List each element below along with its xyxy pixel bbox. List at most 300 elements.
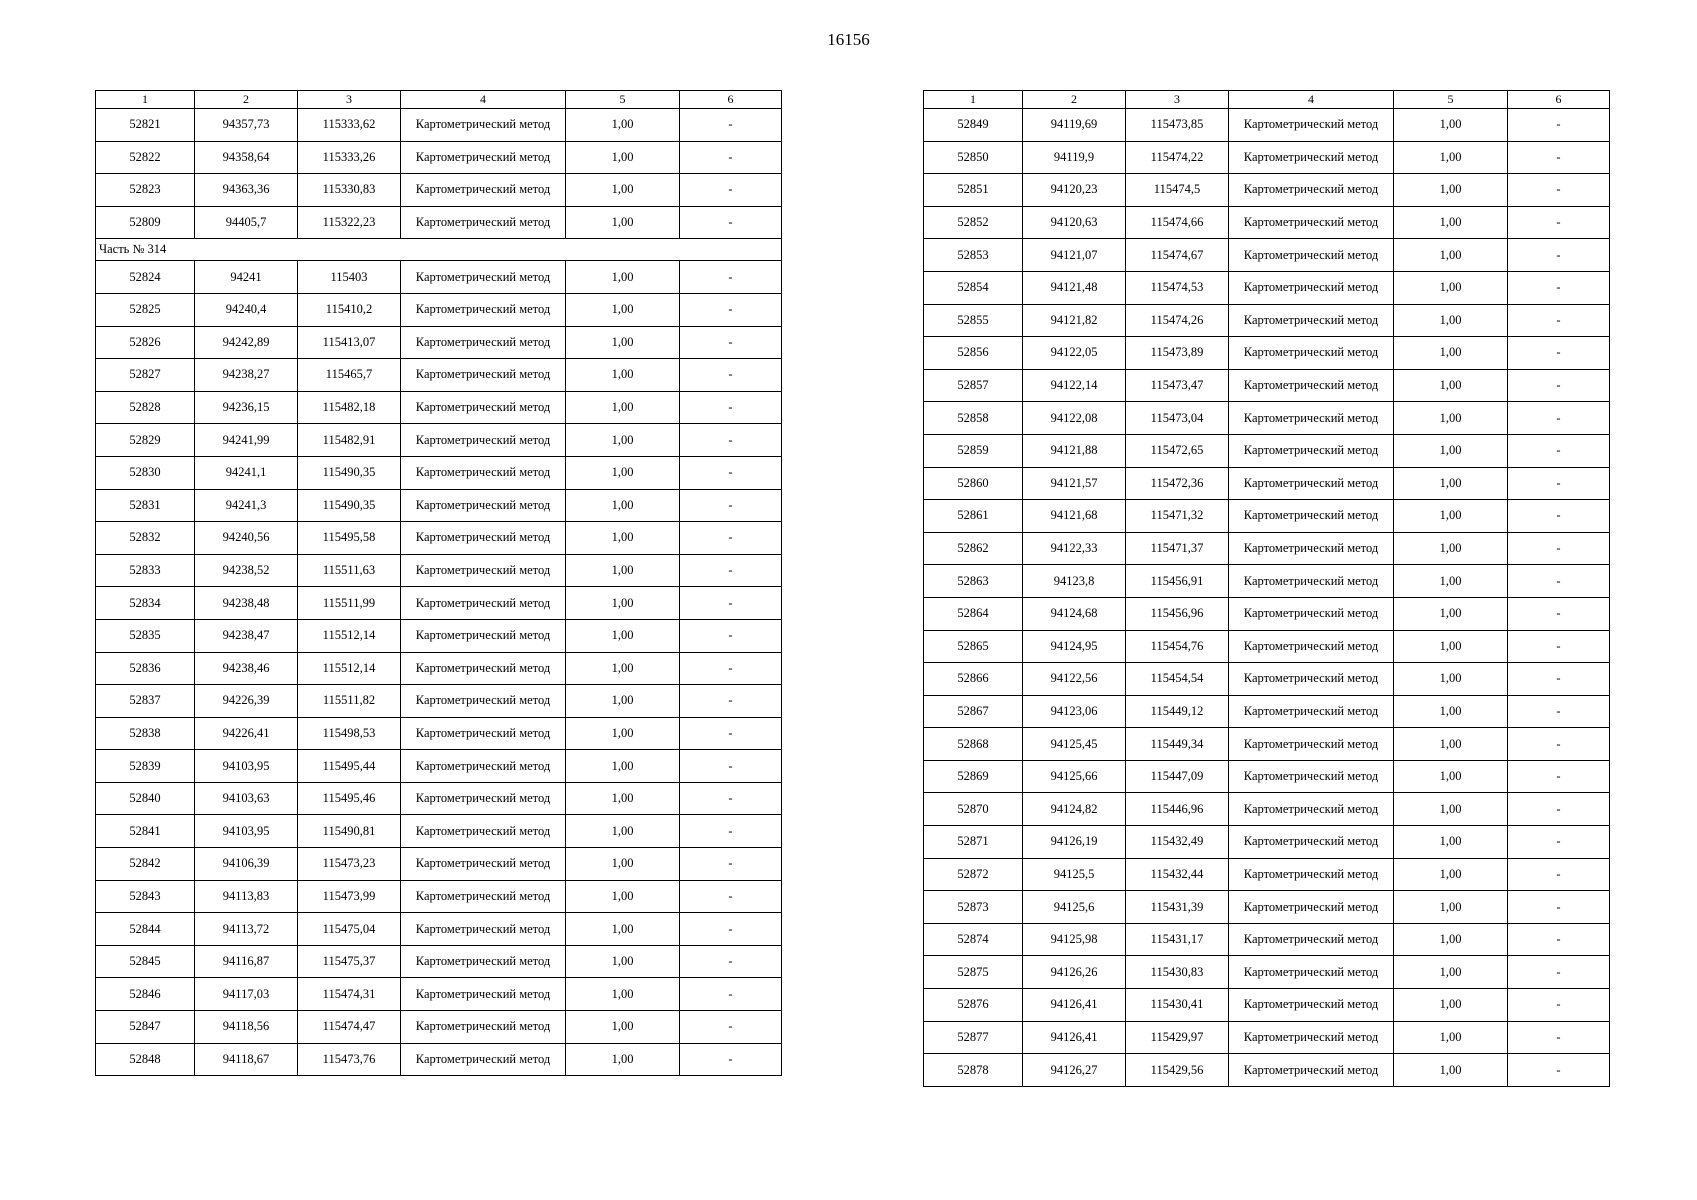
x-coordinate-cell: 94125,5 — [1023, 858, 1126, 891]
method-cell: Картометрический метод — [401, 652, 566, 685]
y-coordinate-cell: 115330,83 — [298, 174, 401, 207]
method-cell: Картометрический метод — [1229, 500, 1394, 533]
accuracy-cell: 1,00 — [566, 782, 680, 815]
table-row — [96, 391, 782, 424]
point-number-cell: 52809 — [96, 206, 195, 239]
accuracy-cell: 1,00 — [566, 141, 680, 174]
accuracy-cell: 1,00 — [1394, 304, 1508, 337]
table-row — [924, 1054, 1610, 1087]
accuracy-cell: 1,00 — [566, 326, 680, 359]
y-coordinate-cell: 115490,35 — [298, 489, 401, 522]
table-row — [924, 630, 1610, 663]
accuracy-cell: 1,00 — [1394, 793, 1508, 826]
x-coordinate-cell: 94117,03 — [195, 978, 298, 1011]
table-row — [924, 826, 1610, 859]
section-label: Часть № 314 — [96, 239, 782, 261]
coordinates-table-right — [923, 90, 1610, 1087]
x-coordinate-cell: 94125,6 — [1023, 891, 1126, 924]
point-number-cell: 52866 — [924, 663, 1023, 696]
point-number-cell: 52853 — [924, 239, 1023, 272]
x-coordinate-cell: 94120,23 — [1023, 174, 1126, 207]
method-cell: Картометрический метод — [1229, 271, 1394, 304]
header-row — [924, 91, 1610, 109]
table-row — [96, 815, 782, 848]
x-coordinate-cell: 94118,56 — [195, 1011, 298, 1044]
description-cell: - — [680, 978, 782, 1011]
accuracy-cell: 1,00 — [566, 913, 680, 946]
table-row — [924, 369, 1610, 402]
table-row — [96, 880, 782, 913]
point-number-cell: 52822 — [96, 141, 195, 174]
accuracy-cell: 1,00 — [1394, 434, 1508, 467]
accuracy-cell: 1,00 — [1394, 760, 1508, 793]
method-cell: Картометрический метод — [1229, 695, 1394, 728]
table-row — [924, 565, 1610, 598]
accuracy-cell: 1,00 — [1394, 271, 1508, 304]
accuracy-cell: 1,00 — [1394, 891, 1508, 924]
method-cell: Картометрический метод — [401, 424, 566, 457]
x-coordinate-cell: 94120,63 — [1023, 206, 1126, 239]
table-row — [924, 760, 1610, 793]
column-header: 3 — [1126, 91, 1229, 109]
y-coordinate-cell: 115449,12 — [1126, 695, 1229, 728]
table-row — [924, 989, 1610, 1022]
accuracy-cell: 1,00 — [1394, 597, 1508, 630]
table-row — [924, 109, 1610, 142]
accuracy-cell: 1,00 — [566, 489, 680, 522]
accuracy-cell: 1,00 — [566, 717, 680, 750]
x-coordinate-cell: 94238,46 — [195, 652, 298, 685]
description-cell: - — [1508, 565, 1610, 598]
y-coordinate-cell: 115465,7 — [298, 359, 401, 392]
x-coordinate-cell: 94241,3 — [195, 489, 298, 522]
accuracy-cell: 1,00 — [566, 456, 680, 489]
method-cell: Картометрический метод — [1229, 597, 1394, 630]
description-cell: - — [1508, 206, 1610, 239]
column-header: 5 — [1394, 91, 1508, 109]
description-cell: - — [1508, 793, 1610, 826]
method-cell: Картометрический метод — [1229, 728, 1394, 761]
method-cell: Картометрический метод — [401, 1011, 566, 1044]
table-row — [96, 913, 782, 946]
y-coordinate-cell: 115473,85 — [1126, 109, 1229, 142]
x-coordinate-cell: 94121,88 — [1023, 434, 1126, 467]
accuracy-cell: 1,00 — [566, 109, 680, 142]
y-coordinate-cell: 115482,91 — [298, 424, 401, 457]
method-cell: Картометрический метод — [1229, 858, 1394, 891]
description-cell: - — [680, 391, 782, 424]
y-coordinate-cell: 115430,83 — [1126, 956, 1229, 989]
x-coordinate-cell: 94103,63 — [195, 782, 298, 815]
method-cell: Картометрический метод — [1229, 923, 1394, 956]
accuracy-cell: 1,00 — [1394, 109, 1508, 142]
description-cell: - — [680, 554, 782, 587]
point-number-cell: 52858 — [924, 402, 1023, 435]
table-row — [96, 359, 782, 392]
table-row — [96, 489, 782, 522]
description-cell: - — [1508, 695, 1610, 728]
y-coordinate-cell: 115490,35 — [298, 456, 401, 489]
table-row — [96, 206, 782, 239]
table-row — [924, 1021, 1610, 1054]
point-number-cell: 52874 — [924, 923, 1023, 956]
y-coordinate-cell: 115474,31 — [298, 978, 401, 1011]
x-coordinate-cell: 94122,05 — [1023, 337, 1126, 370]
description-cell: - — [1508, 923, 1610, 956]
point-number-cell: 52825 — [96, 293, 195, 326]
description-cell: - — [680, 815, 782, 848]
description-cell: - — [1508, 239, 1610, 272]
method-cell: Картометрический метод — [401, 293, 566, 326]
method-cell: Картометрический метод — [401, 456, 566, 489]
accuracy-cell: 1,00 — [566, 815, 680, 848]
method-cell: Картометрический метод — [401, 1043, 566, 1076]
accuracy-cell: 1,00 — [1394, 369, 1508, 402]
description-cell: - — [1508, 1054, 1610, 1087]
y-coordinate-cell: 115473,23 — [298, 848, 401, 881]
accuracy-cell: 1,00 — [566, 652, 680, 685]
description-cell: - — [680, 141, 782, 174]
point-number-cell: 52833 — [96, 554, 195, 587]
accuracy-cell: 1,00 — [1394, 206, 1508, 239]
description-cell: - — [680, 261, 782, 294]
y-coordinate-cell: 115447,09 — [1126, 760, 1229, 793]
table-row — [924, 891, 1610, 924]
y-coordinate-cell: 115410,2 — [298, 293, 401, 326]
x-coordinate-cell: 94126,26 — [1023, 956, 1126, 989]
x-coordinate-cell: 94126,19 — [1023, 826, 1126, 859]
method-cell: Картометрический метод — [401, 326, 566, 359]
method-cell: Картометрический метод — [401, 685, 566, 718]
method-cell: Картометрический метод — [1229, 989, 1394, 1022]
accuracy-cell: 1,00 — [1394, 1021, 1508, 1054]
table-row — [96, 554, 782, 587]
y-coordinate-cell: 115498,53 — [298, 717, 401, 750]
method-cell: Картометрический метод — [1229, 467, 1394, 500]
table-row — [924, 271, 1610, 304]
accuracy-cell: 1,00 — [566, 978, 680, 1011]
method-cell: Картометрический метод — [401, 945, 566, 978]
point-number-cell: 52829 — [96, 424, 195, 457]
description-cell: - — [680, 652, 782, 685]
point-number-cell: 52841 — [96, 815, 195, 848]
column-header: 6 — [1508, 91, 1610, 109]
point-number-cell: 52844 — [96, 913, 195, 946]
point-number-cell: 52860 — [924, 467, 1023, 500]
table-row — [96, 1011, 782, 1044]
accuracy-cell: 1,00 — [566, 391, 680, 424]
y-coordinate-cell: 115333,62 — [298, 109, 401, 142]
description-cell: - — [1508, 109, 1610, 142]
table-row — [96, 945, 782, 978]
table-row — [924, 402, 1610, 435]
column-header: 5 — [566, 91, 680, 109]
method-cell: Картометрический метод — [401, 522, 566, 555]
y-coordinate-cell: 115474,66 — [1126, 206, 1229, 239]
method-cell: Картометрический метод — [401, 848, 566, 881]
method-cell: Картометрический метод — [1229, 1054, 1394, 1087]
method-cell: Картометрический метод — [1229, 565, 1394, 598]
point-number-cell: 52849 — [924, 109, 1023, 142]
description-cell: - — [1508, 663, 1610, 696]
description-cell: - — [1508, 891, 1610, 924]
y-coordinate-cell: 115456,91 — [1126, 565, 1229, 598]
y-coordinate-cell: 115473,04 — [1126, 402, 1229, 435]
table-row — [924, 532, 1610, 565]
accuracy-cell: 1,00 — [1394, 695, 1508, 728]
table-row — [96, 782, 782, 815]
accuracy-cell: 1,00 — [566, 554, 680, 587]
table-row — [924, 337, 1610, 370]
x-coordinate-cell: 94240,56 — [195, 522, 298, 555]
table-row — [96, 1043, 782, 1076]
point-number-cell: 52878 — [924, 1054, 1023, 1087]
x-coordinate-cell: 94116,87 — [195, 945, 298, 978]
method-cell: Картометрический метод — [401, 815, 566, 848]
method-cell: Картометрический метод — [1229, 402, 1394, 435]
method-cell: Картометрический метод — [1229, 369, 1394, 402]
x-coordinate-cell: 94123,06 — [1023, 695, 1126, 728]
method-cell: Картометрический метод — [1229, 663, 1394, 696]
x-coordinate-cell: 94241 — [195, 261, 298, 294]
accuracy-cell: 1,00 — [1394, 532, 1508, 565]
accuracy-cell: 1,00 — [566, 293, 680, 326]
description-cell: - — [1508, 500, 1610, 533]
table-row — [924, 434, 1610, 467]
point-number-cell: 52843 — [96, 880, 195, 913]
accuracy-cell: 1,00 — [566, 750, 680, 783]
x-coordinate-cell: 94240,4 — [195, 293, 298, 326]
x-coordinate-cell: 94358,64 — [195, 141, 298, 174]
y-coordinate-cell: 115472,36 — [1126, 467, 1229, 500]
description-cell: - — [1508, 956, 1610, 989]
method-cell: Картометрический метод — [401, 717, 566, 750]
x-coordinate-cell: 94126,27 — [1023, 1054, 1126, 1087]
section-row — [96, 239, 782, 261]
accuracy-cell: 1,00 — [1394, 1054, 1508, 1087]
description-cell: - — [680, 685, 782, 718]
table-row — [96, 456, 782, 489]
method-cell: Картометрический метод — [1229, 239, 1394, 272]
point-number-cell: 52850 — [924, 141, 1023, 174]
point-number-cell: 52869 — [924, 760, 1023, 793]
y-coordinate-cell: 115446,96 — [1126, 793, 1229, 826]
accuracy-cell: 1,00 — [1394, 239, 1508, 272]
x-coordinate-cell: 94121,82 — [1023, 304, 1126, 337]
point-number-cell: 52848 — [96, 1043, 195, 1076]
x-coordinate-cell: 94103,95 — [195, 750, 298, 783]
method-cell: Картометрический метод — [1229, 141, 1394, 174]
page-number: 16156 — [827, 30, 870, 49]
accuracy-cell: 1,00 — [566, 848, 680, 881]
accuracy-cell: 1,00 — [1394, 467, 1508, 500]
method-cell: Картометрический метод — [401, 587, 566, 620]
x-coordinate-cell: 94242,89 — [195, 326, 298, 359]
point-number-cell: 52821 — [96, 109, 195, 142]
table-row — [96, 848, 782, 881]
y-coordinate-cell: 115511,82 — [298, 685, 401, 718]
accuracy-cell: 1,00 — [1394, 858, 1508, 891]
y-coordinate-cell: 115474,67 — [1126, 239, 1229, 272]
table-row — [96, 261, 782, 294]
x-coordinate-cell: 94122,56 — [1023, 663, 1126, 696]
table-row — [96, 522, 782, 555]
x-coordinate-cell: 94121,48 — [1023, 271, 1126, 304]
table-row — [96, 619, 782, 652]
table-row — [96, 141, 782, 174]
point-number-cell: 52868 — [924, 728, 1023, 761]
x-coordinate-cell: 94241,1 — [195, 456, 298, 489]
y-coordinate-cell: 115495,44 — [298, 750, 401, 783]
x-coordinate-cell: 94121,07 — [1023, 239, 1126, 272]
y-coordinate-cell: 115471,37 — [1126, 532, 1229, 565]
point-number-cell: 52835 — [96, 619, 195, 652]
table-row — [96, 174, 782, 207]
y-coordinate-cell: 115432,44 — [1126, 858, 1229, 891]
point-number-cell: 52832 — [96, 522, 195, 555]
description-cell: - — [680, 109, 782, 142]
description-cell: - — [680, 293, 782, 326]
method-cell: Картометрический метод — [401, 619, 566, 652]
table-row — [924, 695, 1610, 728]
x-coordinate-cell: 94241,99 — [195, 424, 298, 457]
point-number-cell: 52862 — [924, 532, 1023, 565]
description-cell: - — [680, 206, 782, 239]
accuracy-cell: 1,00 — [566, 587, 680, 620]
x-coordinate-cell: 94122,14 — [1023, 369, 1126, 402]
method-cell: Картометрический метод — [1229, 304, 1394, 337]
table-row — [96, 652, 782, 685]
x-coordinate-cell: 94126,41 — [1023, 1021, 1126, 1054]
x-coordinate-cell: 94124,82 — [1023, 793, 1126, 826]
description-cell: - — [680, 782, 782, 815]
column-header: 6 — [680, 91, 782, 109]
point-number-cell: 52856 — [924, 337, 1023, 370]
y-coordinate-cell: 115473,99 — [298, 880, 401, 913]
x-coordinate-cell: 94123,8 — [1023, 565, 1126, 598]
point-number-cell: 52854 — [924, 271, 1023, 304]
accuracy-cell: 1,00 — [566, 1043, 680, 1076]
point-number-cell: 52830 — [96, 456, 195, 489]
y-coordinate-cell: 115512,14 — [298, 652, 401, 685]
x-coordinate-cell: 94122,08 — [1023, 402, 1126, 435]
table-row — [924, 500, 1610, 533]
accuracy-cell: 1,00 — [566, 206, 680, 239]
column-header: 4 — [1229, 91, 1394, 109]
table-row — [924, 206, 1610, 239]
table-row — [924, 174, 1610, 207]
description-cell: - — [680, 424, 782, 457]
description-cell: - — [1508, 304, 1610, 337]
table-row — [96, 685, 782, 718]
coordinates-table-left — [95, 90, 782, 1076]
x-coordinate-cell: 94236,15 — [195, 391, 298, 424]
description-cell: - — [1508, 760, 1610, 793]
column-header: 2 — [195, 91, 298, 109]
description-cell: - — [680, 619, 782, 652]
method-cell: Картометрический метод — [401, 554, 566, 587]
method-cell: Картометрический метод — [1229, 793, 1394, 826]
method-cell: Картометрический метод — [401, 913, 566, 946]
y-coordinate-cell: 115473,89 — [1126, 337, 1229, 370]
method-cell: Картометрический метод — [1229, 956, 1394, 989]
x-coordinate-cell: 94405,7 — [195, 206, 298, 239]
point-number-cell: 52831 — [96, 489, 195, 522]
x-coordinate-cell: 94238,27 — [195, 359, 298, 392]
point-number-cell: 52857 — [924, 369, 1023, 402]
point-number-cell: 52855 — [924, 304, 1023, 337]
point-number-cell: 52837 — [96, 685, 195, 718]
point-number-cell: 52861 — [924, 500, 1023, 533]
y-coordinate-cell: 115454,54 — [1126, 663, 1229, 696]
method-cell: Картометрический метод — [401, 391, 566, 424]
table-row — [96, 978, 782, 1011]
description-cell: - — [1508, 826, 1610, 859]
point-number-cell: 52876 — [924, 989, 1023, 1022]
x-coordinate-cell: 94113,83 — [195, 880, 298, 913]
y-coordinate-cell: 115474,5 — [1126, 174, 1229, 207]
point-number-cell: 52828 — [96, 391, 195, 424]
x-coordinate-cell: 94119,9 — [1023, 141, 1126, 174]
x-coordinate-cell: 94113,72 — [195, 913, 298, 946]
accuracy-cell: 1,00 — [1394, 141, 1508, 174]
description-cell: - — [1508, 141, 1610, 174]
description-cell: - — [680, 522, 782, 555]
description-cell: - — [680, 456, 782, 489]
description-cell: - — [680, 174, 782, 207]
point-number-cell: 52863 — [924, 565, 1023, 598]
method-cell: Картометрический метод — [401, 261, 566, 294]
y-coordinate-cell: 115512,14 — [298, 619, 401, 652]
point-number-cell: 52864 — [924, 597, 1023, 630]
description-cell: - — [1508, 434, 1610, 467]
y-coordinate-cell: 115482,18 — [298, 391, 401, 424]
point-number-cell: 52871 — [924, 826, 1023, 859]
accuracy-cell: 1,00 — [1394, 630, 1508, 663]
y-coordinate-cell: 115474,47 — [298, 1011, 401, 1044]
y-coordinate-cell: 115474,53 — [1126, 271, 1229, 304]
y-coordinate-cell: 115472,65 — [1126, 434, 1229, 467]
point-number-cell: 52834 — [96, 587, 195, 620]
method-cell: Картометрический метод — [401, 359, 566, 392]
point-number-cell: 52872 — [924, 858, 1023, 891]
y-coordinate-cell: 115471,32 — [1126, 500, 1229, 533]
method-cell: Картометрический метод — [401, 141, 566, 174]
method-cell: Картометрический метод — [401, 750, 566, 783]
x-coordinate-cell: 94121,68 — [1023, 500, 1126, 533]
table-row — [96, 587, 782, 620]
method-cell: Картометрический метод — [401, 978, 566, 1011]
y-coordinate-cell: 115474,22 — [1126, 141, 1229, 174]
point-number-cell: 52839 — [96, 750, 195, 783]
y-coordinate-cell: 115322,23 — [298, 206, 401, 239]
table-row — [96, 326, 782, 359]
y-coordinate-cell: 115429,97 — [1126, 1021, 1229, 1054]
x-coordinate-cell: 94226,39 — [195, 685, 298, 718]
accuracy-cell: 1,00 — [566, 619, 680, 652]
y-coordinate-cell: 115474,26 — [1126, 304, 1229, 337]
x-coordinate-cell: 94121,57 — [1023, 467, 1126, 500]
description-cell: - — [1508, 174, 1610, 207]
accuracy-cell: 1,00 — [566, 945, 680, 978]
point-number-cell: 52867 — [924, 695, 1023, 728]
description-cell: - — [680, 913, 782, 946]
y-coordinate-cell: 115403 — [298, 261, 401, 294]
description-cell: - — [1508, 337, 1610, 370]
table-row — [924, 141, 1610, 174]
method-cell: Картометрический метод — [401, 206, 566, 239]
description-cell: - — [1508, 402, 1610, 435]
